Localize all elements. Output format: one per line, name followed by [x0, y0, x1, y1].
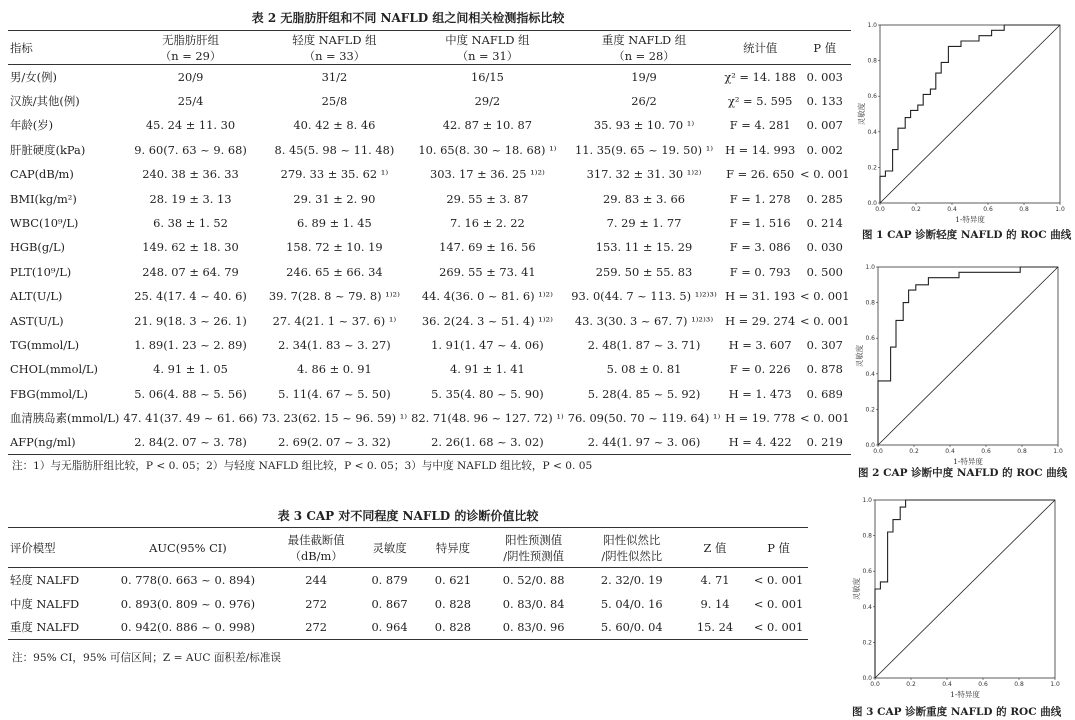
reference-diagonal-line — [878, 267, 1058, 445]
table2-cell-v2: 158. 72 ± 10. 19 — [286, 240, 383, 255]
table3-cell-p: < 0. 001 — [753, 572, 804, 587]
table2-cell-v3: 36. 2(24. 3 ~ 51. 4) ¹⁾²⁾ — [421, 313, 553, 328]
table2-note: 注：1）与无脂肪肝组比较，P < 0. 05；2）与轻度 NAFLD 组比较，P < 0. 05；3）与中度 NAFLD 组比较，P < 0. 05 — [12, 460, 593, 472]
table2-cell-v1: 5. 06(4. 88 ~ 5. 56) — [134, 386, 247, 401]
table2-cell-v2: 279. 33 ± 35. 62 ¹⁾ — [280, 167, 389, 182]
table2-cell-v4: 259. 50 ± 55. 83 — [595, 264, 693, 279]
x-tick-label: 0.6 — [978, 681, 988, 688]
table3-header: 特异度 — [435, 540, 470, 555]
table3-cell-model: 中度 NALFD — [10, 596, 80, 611]
table2-cell-v2: 8. 45(5. 98 ~ 11. 48) — [274, 142, 395, 157]
table-row — [8, 616, 808, 640]
table2-cell-p: 0. 003 — [806, 69, 843, 84]
table3-note: 注：95% CI，95% 可信区间；Z = AUC 面积差/标准误 — [12, 652, 282, 664]
table3-header: 最佳截断值 （dB/m） — [287, 532, 345, 563]
table-row — [8, 211, 851, 235]
table2-cell-v3: 42. 87 ± 10. 87 — [442, 118, 533, 133]
y-axis-label: 灵敏度 — [852, 577, 861, 601]
table2-cell-p: 0. 689 — [806, 386, 843, 401]
table2-cell-v1: 21. 9(18. 3 ~ 26. 1) — [134, 313, 247, 328]
table2-cell-p: < 0. 001 — [800, 313, 850, 328]
table2-cell-v2: 31/2 — [321, 69, 348, 84]
table2-cell-v2: 73. 23(62. 15 ~ 96. 59) ¹⁾ — [261, 411, 408, 426]
y-tick-label: 0.0 — [862, 675, 872, 682]
x-tick-label: 0.6 — [983, 206, 993, 213]
table2-cell-v4: 5. 08 ± 0. 81 — [606, 362, 682, 377]
table3-cell-auc: 0. 893(0. 809 ~ 0. 976) — [120, 596, 256, 611]
table-row — [8, 284, 851, 308]
roc-figure-3 — [850, 490, 1065, 700]
table-row — [8, 186, 851, 210]
table2-cell-v1: 20/9 — [177, 69, 204, 84]
y-tick-label: 0.4 — [862, 603, 872, 611]
table2-cell-stat: χ² = 14. 188 — [724, 69, 797, 84]
x-tick-label: 0.4 — [945, 448, 955, 455]
table2-cell-name: FBG(mmol/L) — [10, 386, 88, 401]
table2-cell-v3: 1. 91(1. 47 ~ 4. 06) — [431, 337, 544, 352]
table2-cell-stat: H = 31. 193 — [725, 289, 796, 304]
table2-cell-v2: 4. 86 ± 0. 91 — [297, 362, 372, 377]
x-tick-label: 0.0 — [873, 448, 883, 455]
table2-cell-p: 0. 500 — [806, 264, 843, 279]
table2-cell-v1: 25/4 — [177, 94, 204, 109]
table2-cell-v4: 2. 48(1. 87 ~ 3. 71) — [587, 337, 701, 352]
roc-chart-svg — [853, 257, 1068, 467]
y-tick-label: 1.0 — [867, 22, 877, 29]
table2-cell-stat: F = 26. 650 — [726, 167, 795, 182]
table2-cell-name: CAP(dB/m) — [10, 167, 74, 182]
table2-cell-stat: F = 0. 793 — [729, 264, 791, 279]
y-tick-label: 0.8 — [862, 532, 872, 540]
table2-cell-p: 0. 007 — [806, 118, 843, 133]
table2-cell-v3: 269. 55 ± 73. 41 — [439, 264, 536, 279]
table3-header: 评价模型 — [10, 540, 56, 555]
table2-cell-stat: H = 4. 422 — [728, 435, 792, 450]
table2-cell-p: < 0. 001 — [800, 289, 850, 304]
table2-cell-name: ALT(U/L) — [10, 289, 63, 304]
table3-cell-spec: 0. 828 — [434, 596, 472, 611]
table2-cell-name: AST(U/L) — [10, 313, 64, 328]
x-tick-label: 0.8 — [1014, 681, 1024, 688]
table3-cell-cutoff: 272 — [305, 620, 328, 635]
roc-figure-2-caption: 图 2 CAP 诊断中度 NAFLD 的 ROC 曲线 — [858, 467, 1068, 479]
table2-cell-v1: 240. 38 ± 36. 33 — [142, 167, 239, 182]
table2-cell-v1: 149. 62 ± 18. 30 — [142, 240, 239, 255]
table3-cell-cutoff: 244 — [305, 572, 328, 587]
roc-figure-2 — [853, 257, 1068, 467]
table2-cell-name: 血清胰岛素(mmol/L) — [10, 411, 120, 426]
table2-cell-p: 0. 030 — [806, 240, 843, 255]
table3-cell-ppv: 0. 83/0. 84 — [502, 596, 565, 611]
table3-header: 阳性预测值 /阴性预测值 — [503, 532, 565, 563]
table3-caption: 表 3 CAP 对不同程度 NAFLD 的诊断价值比较 — [277, 509, 539, 523]
table2-cell-p: 0. 214 — [806, 216, 843, 231]
table2-cell-name: 男/女(例) — [10, 69, 57, 84]
roc-figure-3-caption: 图 3 CAP 诊断重度 NAFLD 的 ROC 曲线 — [852, 706, 1062, 718]
x-tick-label: 0.0 — [870, 681, 880, 688]
y-tick-label: 1.0 — [865, 264, 875, 271]
y-tick-label: 0.6 — [862, 568, 872, 576]
table2-cell-name: 汉族/其他(例) — [10, 94, 80, 109]
table-row — [8, 333, 851, 357]
table2-cell-v1: 2. 84(2. 07 ~ 3. 78) — [134, 435, 247, 450]
table2-cell-v3: 147. 69 ± 16. 56 — [439, 240, 536, 255]
x-tick-label: 0.4 — [942, 681, 952, 688]
x-tick-label: 0.4 — [947, 206, 957, 213]
table-row — [8, 406, 851, 430]
table2-cell-p: < 0. 001 — [800, 411, 850, 426]
table-row — [8, 89, 851, 113]
table2-cell-stat: H = 3. 607 — [728, 337, 792, 352]
table2-cell-v1: 6. 38 ± 1. 52 — [153, 216, 228, 231]
table2-cell-v3: 5. 35(4. 80 ~ 5. 90) — [431, 386, 544, 401]
table2-cell-v3: 4. 91 ± 1. 41 — [450, 362, 525, 377]
roc-figure-1 — [855, 15, 1070, 225]
table-row — [8, 113, 851, 137]
table2-cell-v3: 29/2 — [474, 94, 501, 109]
table-row — [8, 162, 851, 186]
table2-cell-name: AFP(ng/ml) — [10, 435, 76, 450]
table2-cell-v2: 25/8 — [321, 94, 348, 109]
table2-cell-stat: F = 4. 281 — [729, 118, 791, 133]
table3-header: 阳性似然比 /阴性似然比 — [601, 532, 663, 563]
x-tick-label: 0.6 — [981, 448, 991, 455]
table3-header: P 值 — [767, 540, 790, 555]
table2-cell-p: < 0. 001 — [800, 167, 850, 182]
table3-header: 灵敏度 — [372, 540, 407, 555]
y-tick-label: 0.0 — [865, 442, 875, 449]
table-row — [8, 65, 851, 89]
table2-header-row — [8, 31, 851, 65]
table2-header: 重度 NAFLD 组 （n = 28） — [601, 32, 687, 63]
table2-cell-v3: 16/15 — [470, 69, 504, 84]
table-row — [8, 308, 851, 332]
table2-header: 轻度 NAFLD 组 （n = 33） — [292, 32, 377, 63]
table2-cell-p: 0. 133 — [806, 94, 843, 109]
table2-cell-name: BMI(kg/m²) — [10, 191, 77, 206]
x-tick-label: 1.0 — [1055, 206, 1065, 213]
table2-cell-v1: 4. 91 ± 1. 05 — [153, 362, 228, 377]
table2-cell-v4: 2. 44(1. 97 ~ 3. 06) — [587, 435, 701, 450]
table2-cell-stat: F = 1. 516 — [729, 216, 791, 231]
table2-cell-p: 0. 285 — [806, 191, 843, 206]
table2-cell-stat: H = 19. 778 — [725, 411, 796, 426]
table3-cell-cutoff: 272 — [305, 596, 328, 611]
table2-cell-v2: 6. 89 ± 1. 45 — [297, 216, 372, 231]
table2-header: 指标 — [10, 40, 33, 55]
table2-cell-v3: 2. 26(1. 68 ~ 3. 02) — [431, 435, 544, 450]
table2-cell-v3: 303. 17 ± 36. 25 ¹⁾²⁾ — [429, 167, 545, 182]
table2 — [8, 30, 851, 455]
table2-cell-name: 肝脏硬度(kPa) — [10, 142, 86, 157]
x-tick-label: 1.0 — [1053, 448, 1063, 455]
table2-cell-v3: 7. 16 ± 2. 22 — [450, 216, 525, 231]
table2-cell-name: HGB(g/L) — [10, 240, 65, 255]
table2-cell-v4: 93. 0(44. 7 ~ 113. 5) ¹⁾²⁾³⁾ — [571, 289, 717, 304]
table2-cell-v4: 76. 09(50. 70 ~ 119. 64) ¹⁾ — [567, 411, 721, 426]
x-tick-label: 0.8 — [1019, 206, 1029, 213]
table2-cell-v3: 10. 65(8. 30 ~ 18. 68) ¹⁾ — [418, 142, 557, 157]
table2-cell-v2: 29. 31 ± 2. 90 — [293, 191, 376, 206]
table2-cell-v2: 2. 34(1. 83 ~ 3. 27) — [278, 337, 391, 352]
table3-cell-p: < 0. 001 — [753, 620, 804, 635]
table3 — [8, 527, 808, 640]
table2-cell-p: 0. 878 — [806, 362, 843, 377]
table2-cell-name: TG(mmol/L) — [10, 337, 80, 352]
roc-chart-svg — [850, 490, 1065, 700]
table-row — [8, 357, 851, 381]
table3-cell-plr: 5. 04/0. 16 — [600, 596, 663, 611]
x-tick-label: 0.8 — [1017, 448, 1027, 455]
table-row — [8, 138, 851, 162]
table-row — [8, 382, 851, 406]
table2-cell-v3: 44. 4(36. 0 ~ 81. 6) ¹⁾²⁾ — [421, 289, 553, 304]
y-tick-label: 0.2 — [865, 406, 875, 414]
y-axis-label: 灵敏度 — [855, 344, 864, 368]
table2-cell-name: PLT(10⁹/L) — [10, 264, 72, 279]
table2-cell-stat: χ² = 5. 595 — [727, 94, 793, 109]
table2-cell-v3: 82. 71(48. 96 ~ 127. 72) ¹⁾ — [411, 411, 564, 426]
table2-cell-stat: F = 3. 086 — [729, 240, 791, 255]
table2-cell-v4: 35. 93 ± 10. 70 ¹⁾ — [593, 118, 695, 133]
table2-cell-v1: 28. 19 ± 3. 13 — [149, 191, 232, 206]
y-tick-label: 0.6 — [867, 93, 877, 101]
table3-cell-plr: 2. 32/0. 19 — [600, 572, 663, 587]
table3-cell-sens: 0. 879 — [371, 572, 408, 587]
x-axis-label: 1-特异度 — [953, 457, 983, 466]
table3-cell-spec: 0. 828 — [434, 620, 472, 635]
table2-header: 统计值 — [743, 40, 778, 55]
table2-cell-name: 年龄(岁) — [10, 118, 54, 133]
table2-caption: 表 2 无脂肪肝组和不同 NAFLD 组之间相关检测指标比较 — [251, 11, 565, 25]
x-tick-label: 0.2 — [906, 681, 916, 688]
table2-cell-v4: 11. 35(9. 65 ~ 19. 50) ¹⁾ — [574, 142, 714, 157]
table3-cell-plr: 5. 60/0. 04 — [600, 620, 663, 635]
table2-cell-p: 0. 307 — [806, 337, 843, 352]
table2-cell-v1: 47. 41(37. 49 ~ 61. 66) — [123, 411, 258, 426]
table2-cell-v4: 43. 3(30. 3 ~ 67. 7) ¹⁾²⁾³⁾ — [574, 313, 714, 328]
x-tick-label: 0.2 — [909, 448, 919, 455]
table3-cell-p: < 0. 001 — [753, 596, 804, 611]
table2-cell-v4: 29. 83 ± 3. 66 — [603, 191, 685, 206]
roc-chart-svg — [855, 15, 1070, 225]
table2-cell-name: CHOL(mmol/L) — [10, 362, 98, 377]
table2-cell-v2: 39. 7(28. 8 ~ 79. 8) ¹⁾²⁾ — [268, 289, 400, 304]
roc-figure-1-caption: 图 1 CAP 诊断轻度 NAFLD 的 ROC 曲线 — [862, 229, 1072, 241]
table2-header: 中度 NAFLD 组 （n = 31） — [445, 32, 530, 63]
table2-cell-p: 0. 219 — [806, 435, 843, 450]
table3-header: Z 值 — [703, 540, 727, 555]
table2-cell-stat: H = 14. 993 — [725, 142, 796, 157]
table3-header-row — [8, 528, 808, 568]
x-tick-label: 0.2 — [911, 206, 921, 213]
x-axis-label: 1-特异度 — [955, 215, 985, 224]
reference-diagonal-line — [880, 25, 1060, 203]
table2-cell-v1: 248. 07 ± 64. 79 — [142, 264, 239, 279]
table3-cell-model: 轻度 NALFD — [10, 572, 80, 587]
table2-cell-v1: 9. 60(7. 63 ~ 9. 68) — [134, 142, 247, 157]
table3-cell-sens: 0. 964 — [371, 620, 408, 635]
table-row — [8, 430, 851, 454]
table3-cell-ppv: 0. 83/0. 96 — [502, 620, 565, 635]
table2-cell-stat: H = 29. 274 — [725, 313, 796, 328]
y-tick-label: 0.4 — [867, 128, 877, 136]
y-tick-label: 1.0 — [862, 497, 872, 504]
table2-cell-v2: 5. 11(4. 67 ~ 5. 50) — [278, 386, 391, 401]
table2-header: 无脂肪肝组 （n = 29） — [159, 32, 222, 63]
table3-cell-z: 9. 14 — [700, 596, 730, 611]
table2-cell-v4: 7. 29 ± 1. 77 — [606, 216, 682, 231]
table2-cell-name: WBC(10⁹/L) — [10, 216, 79, 231]
y-tick-label: 0.8 — [867, 57, 877, 65]
table2-cell-v4: 153. 11 ± 15. 29 — [595, 240, 693, 255]
table2-cell-v4: 26/2 — [631, 94, 657, 109]
table2-cell-v1: 25. 4(17. 4 ~ 40. 6) — [134, 289, 247, 304]
table2-cell-stat: F = 1. 278 — [729, 191, 791, 206]
x-axis-label: 1-特异度 — [950, 690, 980, 699]
table2-cell-v4: 317. 32 ± 31. 30 ¹⁾²⁾ — [586, 167, 702, 182]
table2-cell-v4: 5. 28(4. 85 ~ 5. 92) — [587, 386, 701, 401]
table2-cell-v2: 40. 42 ± 8. 46 — [293, 118, 376, 133]
table3-cell-auc: 0. 942(0. 886 ~ 0. 998) — [120, 620, 256, 635]
table3-cell-model: 重度 NALFD — [10, 620, 80, 635]
x-tick-label: 0.0 — [875, 206, 885, 213]
table2-cell-v2: 27. 4(21. 1 ~ 37. 6) ¹⁾ — [272, 313, 397, 328]
table2-cell-p: 0. 002 — [806, 142, 843, 157]
table-row — [8, 235, 851, 259]
table2-cell-v3: 29. 55 ± 3. 87 — [446, 191, 529, 206]
table3-cell-z: 4. 71 — [700, 572, 730, 587]
y-tick-label: 0.0 — [867, 200, 877, 207]
table2-cell-v1: 1. 89(1. 23 ~ 2. 89) — [134, 337, 247, 352]
table3-cell-z: 15. 24 — [696, 620, 734, 635]
table-row — [8, 592, 808, 616]
y-tick-label: 0.2 — [867, 164, 877, 172]
table2-cell-v4: 19/9 — [631, 69, 657, 84]
y-axis-label: 灵敏度 — [857, 102, 866, 126]
table2-cell-v1: 45. 24 ± 11. 30 — [145, 118, 236, 133]
table2-cell-stat: H = 1. 473 — [728, 386, 792, 401]
table3-cell-spec: 0. 621 — [434, 572, 472, 587]
table2-header: P 值 — [813, 40, 837, 55]
table3-header: AUC(95% CI) — [149, 540, 227, 555]
table3-cell-ppv: 0. 52/0. 88 — [502, 572, 565, 587]
table-row — [8, 568, 808, 592]
y-tick-label: 0.6 — [865, 335, 875, 343]
y-tick-label: 0.4 — [865, 370, 875, 378]
table2-cell-stat: F = 0. 226 — [729, 362, 791, 377]
x-tick-label: 1.0 — [1050, 681, 1060, 688]
y-tick-label: 0.8 — [865, 299, 875, 307]
table3-cell-auc: 0. 778(0. 663 ~ 0. 894) — [120, 572, 256, 587]
table-row — [8, 260, 851, 284]
table2-cell-v2: 246. 65 ± 66. 34 — [286, 264, 383, 279]
table3-cell-sens: 0. 867 — [371, 596, 408, 611]
y-tick-label: 0.2 — [862, 639, 872, 647]
table2-cell-v2: 2. 69(2. 07 ~ 3. 32) — [278, 435, 391, 450]
reference-diagonal-line — [875, 500, 1055, 678]
